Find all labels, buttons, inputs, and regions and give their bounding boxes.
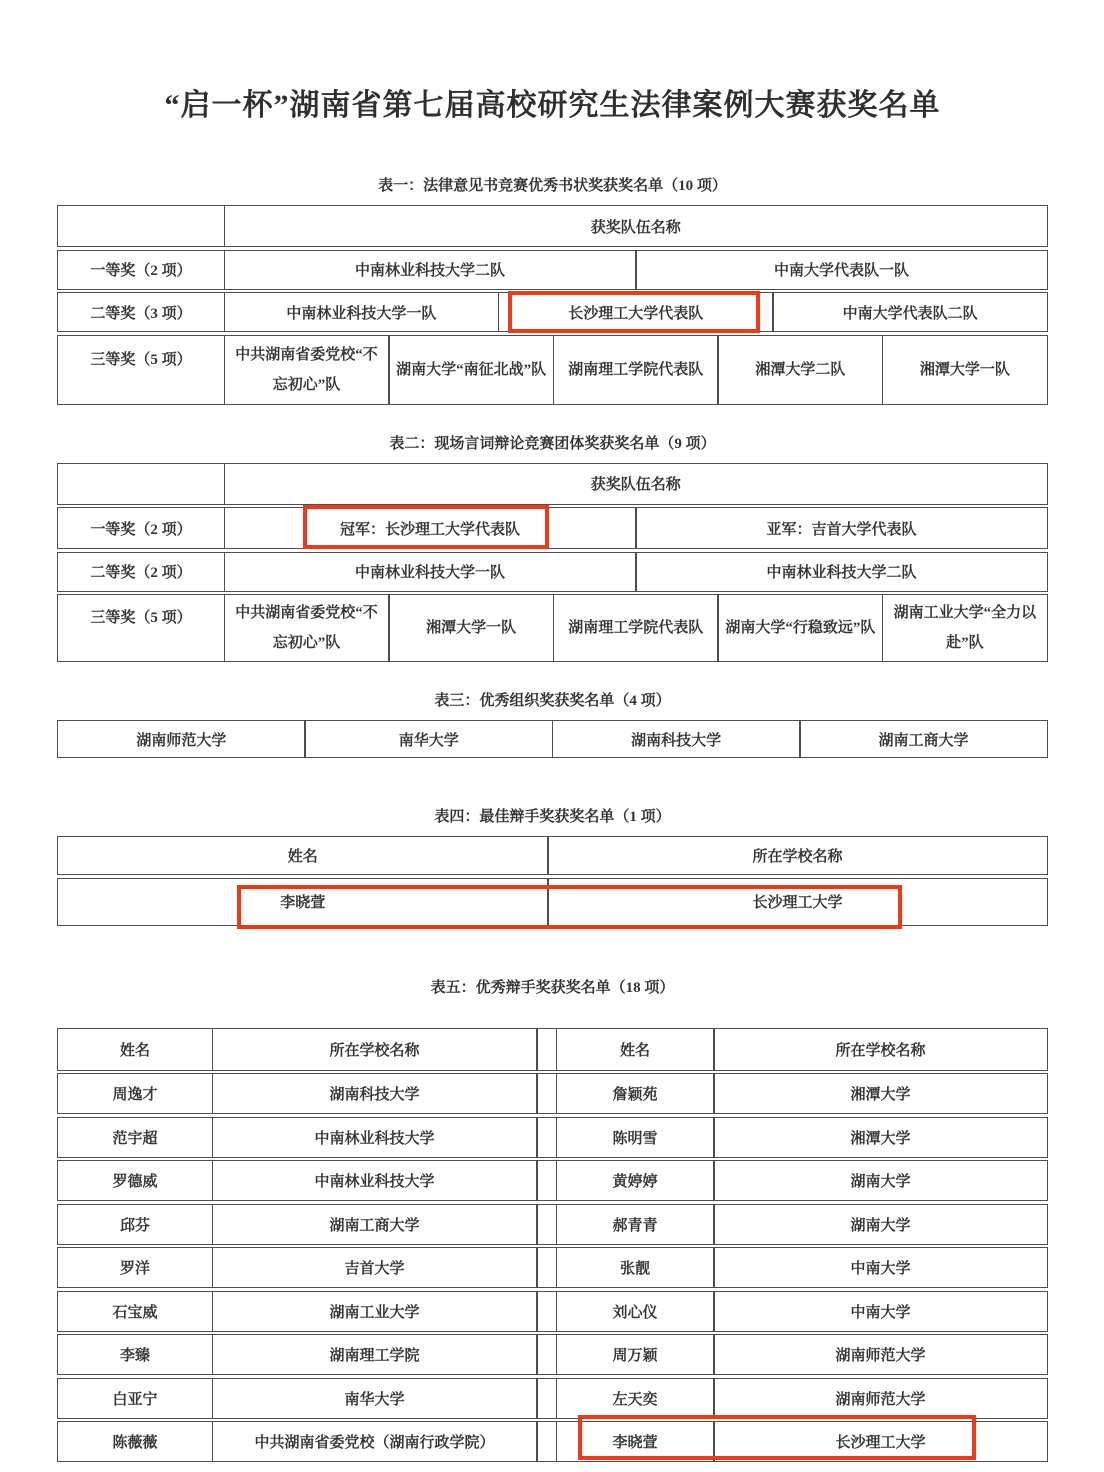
table-row bbox=[57, 594, 1048, 662]
table-row bbox=[57, 335, 1048, 405]
name-cell: 李臻 bbox=[57, 1334, 213, 1375]
team-cell: 湖南理工学院代表队 bbox=[553, 594, 719, 662]
team-cell: 中南大学代表队一队 bbox=[635, 250, 1048, 290]
table1-header-cell: 获奖队伍名称 bbox=[224, 205, 1049, 247]
rank-label: 一等奖（2 项） bbox=[57, 250, 225, 290]
spacer-cell bbox=[536, 1160, 557, 1201]
table3 bbox=[57, 720, 1048, 758]
table5-header-school-left: 所在学校名称 bbox=[212, 1028, 538, 1071]
school-cell: 湖南师范大学 bbox=[57, 720, 306, 758]
school-cell: 湖南工业大学 bbox=[212, 1291, 538, 1332]
school-cell: 南华大学 bbox=[304, 720, 553, 758]
name-cell: 郝青青 bbox=[556, 1204, 715, 1245]
school-cell: 中南林业科技大学 bbox=[212, 1117, 538, 1158]
team-cell-text: 长沙理工大学代表队 bbox=[568, 305, 704, 322]
table-row bbox=[57, 1334, 1048, 1375]
team-cell: 中南林业科技大学一队 bbox=[224, 552, 637, 592]
spacer-cell bbox=[536, 1204, 557, 1245]
table-row bbox=[57, 720, 1048, 758]
name-cell: 白亚宁 bbox=[57, 1378, 213, 1419]
school-cell: 湖南科技大学 bbox=[552, 720, 801, 758]
team-cell: 湖南大学“行稳致远”队 bbox=[717, 594, 883, 662]
page-title: “启一杯”湖南省第七届高校研究生法律案例大赛获奖名单 bbox=[164, 89, 941, 122]
team-cell: 中南大学代表队二队 bbox=[772, 292, 1048, 332]
spacer-cell bbox=[536, 1334, 557, 1375]
table5-caption: 表五：优秀辩手奖获奖名单（18 项） bbox=[430, 979, 675, 996]
table-row bbox=[57, 1073, 1048, 1114]
table-row bbox=[57, 292, 1048, 332]
name-cell: 李晓萱 bbox=[556, 1421, 715, 1462]
table1 bbox=[57, 205, 1048, 405]
name-cell: 詹颖苑 bbox=[556, 1073, 715, 1114]
school-cell: 中南林业科技大学 bbox=[212, 1160, 538, 1201]
table5-header-name-left: 姓名 bbox=[57, 1028, 213, 1071]
table1-corner-cell bbox=[57, 205, 225, 247]
school-cell: 湖南理工学院 bbox=[212, 1334, 538, 1375]
spacer-cell bbox=[536, 1378, 557, 1419]
rank-label: 三等奖（5 项） bbox=[57, 594, 225, 662]
team-cell-highlighted bbox=[224, 507, 637, 549]
table4-header-name: 姓名 bbox=[57, 836, 549, 875]
team-cell: 中南林业科技大学二队 bbox=[224, 250, 637, 290]
table-row bbox=[57, 250, 1048, 290]
team-cell-text: 冠军：长沙理工大学代表队 bbox=[339, 521, 520, 538]
school-cell: 南华大学 bbox=[212, 1378, 538, 1419]
table5-header-school-right: 所在学校名称 bbox=[713, 1028, 1048, 1071]
school-cell: 吉首大学 bbox=[212, 1247, 538, 1288]
name-cell: 张靓 bbox=[556, 1247, 715, 1288]
spacer-cell bbox=[536, 1073, 557, 1114]
winner-name-cell: 李晓萱 bbox=[57, 878, 549, 926]
school-cell: 湖南大学 bbox=[713, 1160, 1048, 1201]
name-cell: 陈明雪 bbox=[556, 1117, 715, 1158]
table2 bbox=[57, 463, 1048, 663]
document-page bbox=[57, 0, 1048, 1462]
table-row bbox=[57, 1204, 1048, 1245]
name-cell: 刘心仪 bbox=[556, 1291, 715, 1332]
winner-school-cell: 长沙理工大学 bbox=[547, 878, 1048, 926]
school-cell: 湖南师范大学 bbox=[713, 1334, 1048, 1375]
school-cell: 湖南师范大学 bbox=[713, 1378, 1048, 1419]
school-cell: 湖南大学 bbox=[713, 1204, 1048, 1245]
spacer-cell bbox=[536, 1028, 557, 1071]
team-cell: 湖南大学“南征北战”队 bbox=[388, 335, 554, 405]
name-cell: 邱芬 bbox=[57, 1204, 213, 1245]
school-cell: 中共湖南省委党校（湖南行政学院） bbox=[212, 1421, 538, 1462]
school-cell: 湖南工商大学 bbox=[212, 1204, 538, 1245]
name-cell: 周逸才 bbox=[57, 1073, 213, 1114]
team-cell: 湘潭大学一队 bbox=[388, 594, 554, 662]
table1-caption: 表一：法律意见书竞赛优秀书状奖获奖名单（10 项） bbox=[378, 178, 727, 194]
school-cell: 湘潭大学 bbox=[713, 1117, 1048, 1158]
team-cell: 中南林业科技大学一队 bbox=[224, 292, 500, 332]
spacer-cell bbox=[536, 1291, 557, 1332]
school-cell: 湖南工商大学 bbox=[799, 720, 1048, 758]
rank-label: 三等奖（5 项） bbox=[57, 335, 225, 405]
team-cell: 中共湖南省委党校“不忘初心”队 bbox=[224, 335, 390, 405]
team-cell: 湘潭大学二队 bbox=[717, 335, 883, 405]
team-cell: 亚军：吉首大学代表队 bbox=[635, 507, 1048, 549]
school-cell: 中南大学 bbox=[713, 1247, 1048, 1288]
name-cell: 石宝威 bbox=[57, 1291, 213, 1332]
table-row bbox=[57, 1160, 1048, 1201]
rank-label: 二等奖（3 项） bbox=[57, 292, 225, 332]
table-row bbox=[57, 1378, 1048, 1419]
team-cell: 湖南工业大学“全力以赴”队 bbox=[882, 594, 1048, 662]
name-cell: 左天奕 bbox=[556, 1378, 715, 1419]
name-cell: 罗洋 bbox=[57, 1247, 213, 1288]
school-cell: 湖南科技大学 bbox=[212, 1073, 538, 1114]
table5 bbox=[57, 1028, 1048, 1463]
table-row-highlighted bbox=[57, 878, 1048, 926]
table4-header-school: 所在学校名称 bbox=[547, 836, 1048, 875]
spacer-cell bbox=[536, 1421, 557, 1462]
name-cell: 罗德威 bbox=[57, 1160, 213, 1201]
rank-label: 一等奖（2 项） bbox=[57, 507, 225, 549]
table4 bbox=[57, 836, 1048, 926]
table-row bbox=[57, 507, 1048, 549]
team-cell: 中南林业科技大学二队 bbox=[635, 552, 1048, 592]
spacer-cell bbox=[536, 1117, 557, 1158]
name-cell: 范宇超 bbox=[57, 1117, 213, 1158]
table3-caption: 表三：优秀组织奖获奖名单（4 项） bbox=[434, 693, 671, 709]
table5-header-name-right: 姓名 bbox=[556, 1028, 715, 1071]
table-row-highlighted bbox=[57, 1421, 1048, 1462]
table-row bbox=[57, 1117, 1048, 1158]
rank-label: 二等奖（2 项） bbox=[57, 552, 225, 592]
school-cell: 中南大学 bbox=[713, 1291, 1048, 1332]
table2-header-cell: 获奖队伍名称 bbox=[224, 463, 1049, 505]
team-cell: 中共湖南省委党校“不忘初心”队 bbox=[224, 594, 390, 662]
school-cell: 湘潭大学 bbox=[713, 1073, 1048, 1114]
spacer-cell bbox=[536, 1247, 557, 1288]
name-cell: 陈薇薇 bbox=[57, 1421, 213, 1462]
name-cell: 黄婷婷 bbox=[556, 1160, 715, 1201]
name-cell: 周万颖 bbox=[556, 1334, 715, 1375]
table2-caption: 表二：现场言词辩论竞赛团体奖获奖名单（9 项） bbox=[389, 435, 716, 452]
table-row bbox=[57, 1247, 1048, 1288]
team-cell: 湖南理工学院代表队 bbox=[553, 335, 719, 405]
table-row bbox=[57, 552, 1048, 592]
table-row bbox=[57, 1291, 1048, 1332]
school-cell: 长沙理工大学 bbox=[713, 1421, 1048, 1462]
team-cell: 湘潭大学一队 bbox=[882, 335, 1048, 405]
table2-corner-cell bbox=[57, 463, 225, 505]
team-cell-highlighted bbox=[498, 292, 774, 332]
table4-caption: 表四：最佳辩手奖获奖名单（1 项） bbox=[434, 809, 671, 825]
